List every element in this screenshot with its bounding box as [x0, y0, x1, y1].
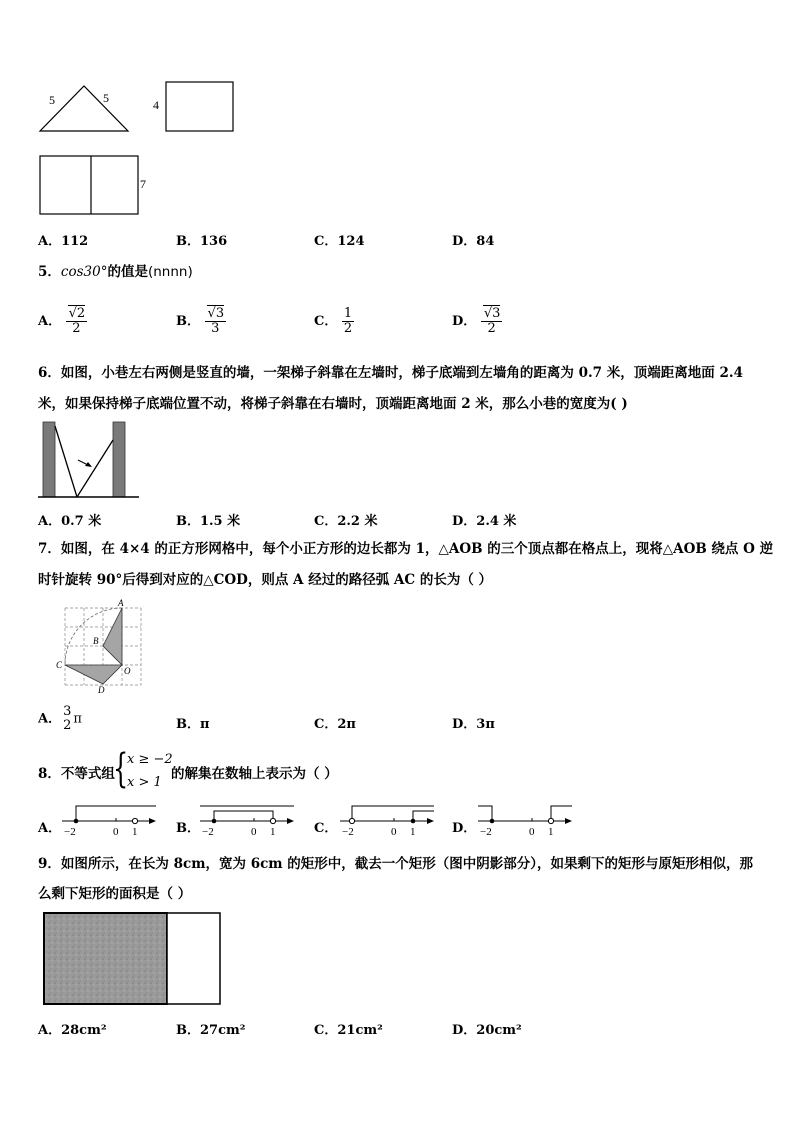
- q9-option-d[interactable]: D．20cm²: [452, 1023, 522, 1038]
- q8-c-ray-1: [352, 806, 434, 821]
- q9-line-1: 9．如图所示，在长为 8cm，宽为 6cm 的矩形中，截去一个矩形（图中阴影部分），如果剩下的矩形与原矩形相似，那: [38, 856, 754, 872]
- brace-icon: {: [113, 746, 129, 792]
- q4-bottom-rect: [40, 156, 138, 214]
- q7-line-1: 7．如图，在 4×4 的正方形网格中，每个小正方形的边长都为 1，△AOB 的三个顶点都在格点上，现将△AOB 绕点 O 逆: [38, 541, 774, 557]
- q7-point-d: D: [98, 685, 105, 695]
- q4-option-c[interactable]: C．124: [314, 234, 365, 249]
- q8-number-line-d: [476, 802, 576, 840]
- q7-option-c[interactable]: C．2π: [314, 717, 356, 732]
- denominator: 2: [343, 321, 353, 336]
- option-letter: D．: [452, 314, 477, 329]
- q5-option-c[interactable]: [314, 307, 354, 336]
- q5-number: 5．: [38, 264, 61, 280]
- tick-label: 1: [548, 826, 554, 838]
- q8-number-line-a: [60, 802, 160, 840]
- q8-d-ray-left: [478, 806, 492, 821]
- denominator: 3: [211, 321, 220, 336]
- closed-dot: [74, 819, 79, 824]
- q6-left-wall: [43, 422, 55, 497]
- q9-option-b[interactable]: B．27cm²: [176, 1023, 246, 1038]
- q5-option-a[interactable]: [38, 307, 87, 336]
- q6-ladder-right: [77, 440, 113, 497]
- q4-tri-left-label: 5: [49, 93, 55, 107]
- denominator: 2: [63, 718, 72, 733]
- q7-line-2: 时针旋转 90°后得到对应的△COD，则点 A 经过的路径弧 AC 的长为（ ）: [38, 572, 493, 588]
- tick-label: −2: [342, 826, 354, 838]
- q5-option-b[interactable]: [176, 307, 226, 336]
- tick-label: 1: [410, 826, 416, 838]
- denominator: 2: [72, 321, 81, 336]
- q7-point-a: A: [118, 598, 124, 608]
- q6-option-a[interactable]: A．0.7 米: [38, 514, 102, 529]
- q8-number-line-c: [338, 802, 438, 840]
- q6-line-1: 6．如图，小巷左右两侧是竖直的墙，一架梯子斜靠在左墙时，梯子底端到左墙角的距离为 0.7 米，顶端距离地面 2.4: [38, 365, 743, 381]
- q7-triangle-cod: [65, 665, 122, 684]
- q8-c-ray-2: [413, 811, 434, 821]
- q9-remaining-rect: [167, 913, 220, 1004]
- q8-system-line-1: x ≥ −2: [127, 752, 173, 767]
- tick-label: −2: [64, 826, 76, 838]
- q4-figure: [38, 80, 258, 220]
- open-dot: [270, 818, 275, 823]
- numerator: √3: [207, 306, 225, 321]
- arrow-head-icon: [287, 818, 294, 824]
- tick-label: 0: [113, 826, 119, 838]
- q4-tri-right-label: 5: [103, 91, 109, 105]
- q9-figure: [42, 910, 232, 1010]
- q5-blank: (nnnn): [147, 264, 193, 280]
- numerator: 3: [63, 704, 72, 719]
- q6-line-2: 米，如果保持梯子底端位置不动，将梯子斜靠在右墙时，顶端距离地面 2 米，那么小巷的宽度为( ): [38, 396, 628, 412]
- q4-rect-side-label: 4: [153, 98, 159, 112]
- q4-option-d[interactable]: D．84: [452, 234, 495, 249]
- numerator: √3: [483, 306, 501, 321]
- q8-d-ray-right: [551, 806, 572, 821]
- q7-point-c: C: [56, 660, 63, 670]
- q5-option-d[interactable]: [452, 307, 502, 336]
- q7-option-d[interactable]: D．3π: [452, 717, 495, 732]
- tick-label: 0: [391, 826, 397, 838]
- tick-label: −2: [202, 826, 214, 838]
- q4-top-rect: [166, 82, 233, 131]
- q8-system-line-2: x > 1: [127, 775, 162, 790]
- q4-bottom-side-label: 7: [140, 177, 146, 191]
- pi-symbol: π: [73, 711, 82, 727]
- q7-point-b: B: [93, 636, 99, 646]
- q5-expression: cos30°: [60, 264, 108, 280]
- q5-question: [38, 263, 193, 281]
- q8-text: 的解集在数轴上表示为（ ）: [171, 766, 338, 782]
- tick-label: 1: [270, 826, 276, 838]
- q8-question: [38, 765, 115, 783]
- q4-option-a[interactable]: A．112: [38, 234, 89, 249]
- closed-dot: [411, 819, 416, 824]
- q8-number-line-b: [198, 802, 298, 840]
- option-letter: A．: [38, 711, 62, 727]
- q6-right-wall: [113, 422, 125, 497]
- q7-triangle-aob: [103, 608, 122, 665]
- arrow-head-icon: [427, 818, 434, 824]
- q5-text: 的值是: [107, 264, 148, 280]
- q8-b-ray: [214, 811, 273, 821]
- q6-option-b[interactable]: B．1.5 米: [176, 514, 241, 529]
- numerator: √2: [68, 306, 86, 321]
- q7-option-a[interactable]: [38, 705, 82, 733]
- q9-option-c[interactable]: C．21cm²: [314, 1023, 383, 1038]
- q6-figure: [38, 420, 142, 500]
- q9-shaded-rect: [44, 913, 167, 1004]
- closed-dot: [212, 819, 217, 824]
- q9-option-a[interactable]: A．28cm²: [38, 1023, 107, 1038]
- q9-line-2: 么剩下矩形的面积是（ ）: [38, 886, 192, 902]
- tick-label: −2: [480, 826, 492, 838]
- open-dot: [132, 818, 137, 823]
- option-letter: C．: [314, 314, 338, 329]
- tick-label: 0: [529, 826, 535, 838]
- q6-option-d[interactable]: D．2.4 米: [452, 514, 517, 529]
- q7-option-b[interactable]: B．π: [176, 717, 210, 732]
- tick-label: 0: [251, 826, 257, 838]
- denominator: 2: [487, 321, 496, 336]
- q8-number: 8．不等式组: [38, 766, 115, 782]
- option-letter: B．: [176, 314, 200, 329]
- q7-point-o: O: [124, 666, 131, 676]
- tick-label: 1: [132, 826, 138, 838]
- q8-option-d-label[interactable]: D．: [452, 821, 477, 836]
- arrow-head-icon: [149, 818, 156, 824]
- arrow-head-icon: [565, 818, 572, 824]
- q6-option-c[interactable]: C．2.2 米: [314, 514, 378, 529]
- closed-dot: [490, 819, 495, 824]
- q7-figure: [52, 598, 152, 694]
- open-dot: [548, 818, 553, 823]
- q6-ladder-left: [55, 426, 77, 497]
- q8-option-a-label[interactable]: A．: [38, 821, 62, 836]
- numerator: 1: [343, 306, 353, 321]
- q4-option-b[interactable]: B．136: [176, 234, 228, 249]
- q8-option-c-label[interactable]: C．: [314, 821, 338, 836]
- option-letter: A．: [38, 314, 62, 329]
- q8-option-b-label[interactable]: B．: [176, 821, 200, 836]
- open-dot: [349, 818, 354, 823]
